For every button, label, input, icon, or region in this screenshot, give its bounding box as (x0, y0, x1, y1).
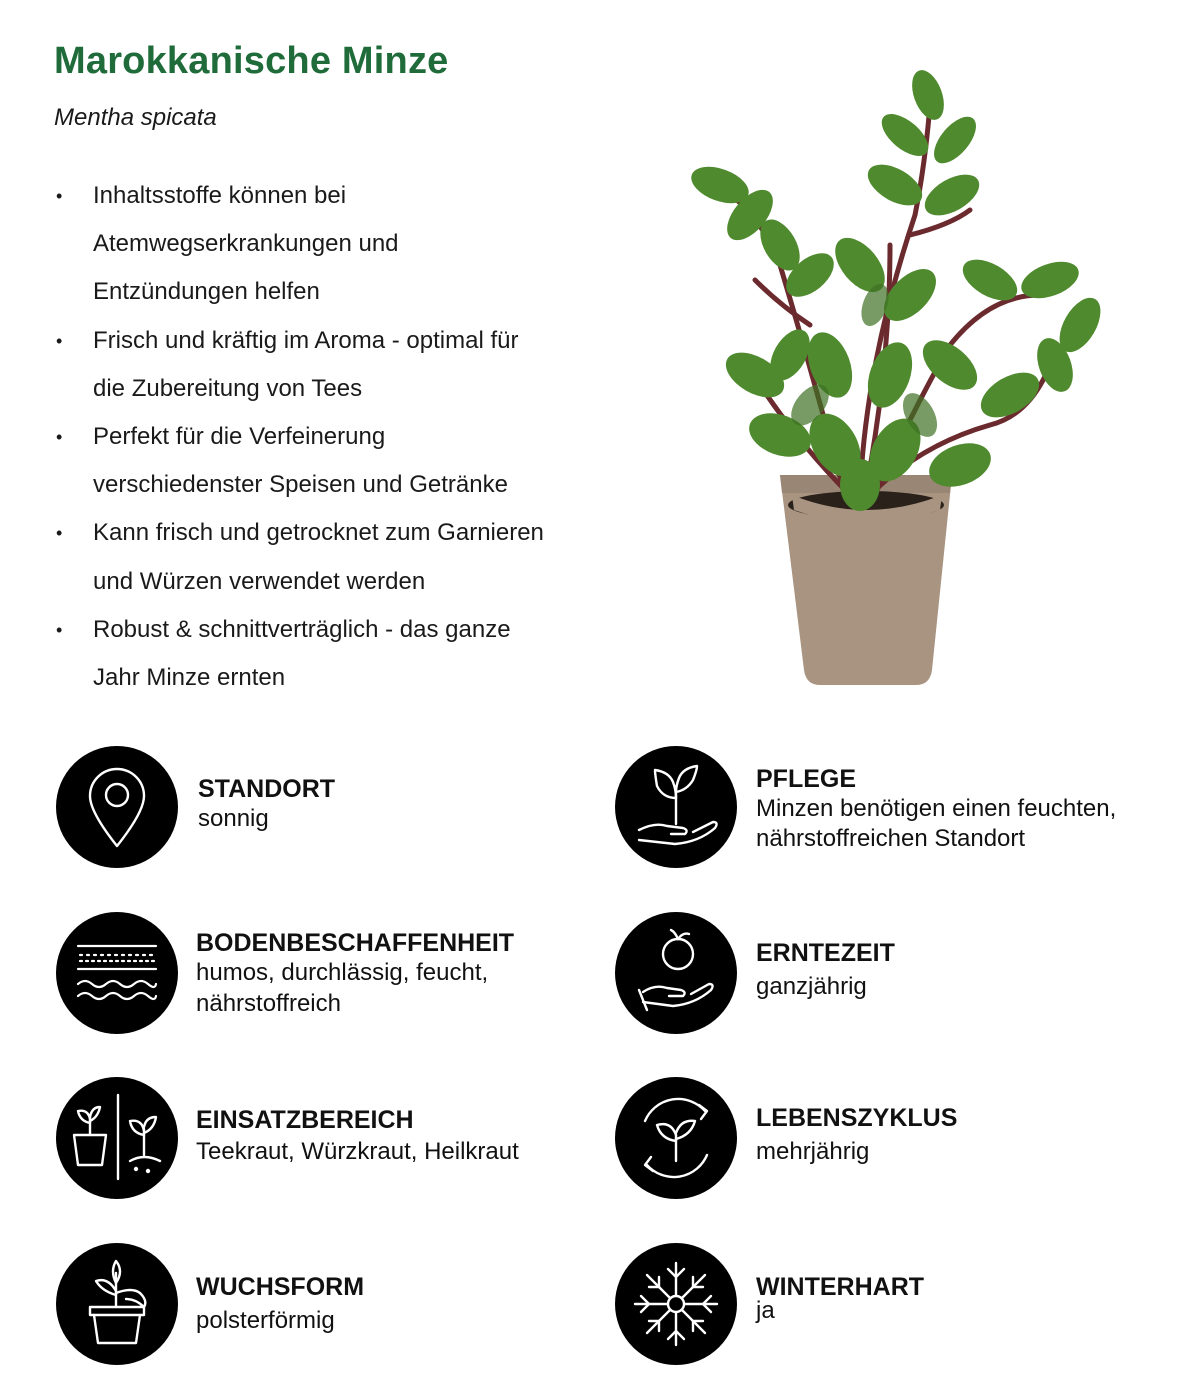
feature-text: ganzjährig (756, 973, 867, 1000)
feature-pflege (615, 746, 1175, 868)
bullet-item: • Frisch und kräftig im Aroma - optimal für die Zubereitung von Tees (54, 317, 614, 413)
feature-erntezeit (615, 912, 1135, 1034)
feature-standort (56, 746, 576, 868)
harvest-hand-icon (615, 912, 737, 1034)
seedling-hand-icon (615, 746, 737, 868)
feature-text: Teekraut, Würzkraut, Heilkraut (196, 1138, 519, 1165)
feature-bullet-list (54, 172, 614, 702)
feature-text: mehrjährig (756, 1138, 870, 1165)
feature-lebenszyklus (615, 1077, 1135, 1199)
feature-title: BODENBESCHAFFENHEIT (196, 929, 515, 957)
feature-title: EINSATZBEREICH (196, 1106, 414, 1134)
feature-title: STANDORT (198, 775, 336, 803)
feature-title: LEBENSZYKLUS (756, 1104, 958, 1132)
bullet-dot: • (56, 330, 63, 351)
location-pin-icon (56, 746, 178, 868)
bullet-item: • Perfekt für die Verfeinerung verschiedenster Speisen und Getränke (54, 413, 614, 509)
bullet-item: • Inhaltsstoffe können bei Atemwegserkrankungen und Entzündungen helfen (54, 172, 614, 317)
feature-text: polsterförmig (196, 1307, 335, 1334)
bullet-item: • Kann frisch und getrocknet zum Garnieren und Würzen verwendet werden (54, 509, 614, 605)
feature-wuchsform (56, 1243, 576, 1365)
bullet-dot: • (56, 619, 63, 640)
product-title: Marokkanische Minze (54, 40, 449, 82)
feature-title: WINTERHART (756, 1273, 925, 1301)
snowflake-icon (615, 1243, 737, 1365)
feature-title: PFLEGE (756, 765, 857, 793)
bullet-dot: • (56, 427, 63, 448)
feature-bodenbeschaffenheit (56, 912, 576, 1034)
feature-title: ERNTEZEIT (756, 939, 895, 967)
feature-text: nährstoffreich (196, 990, 341, 1017)
feature-text: Minzen benötigen einen feuchten, (756, 795, 1117, 822)
soil-layers-icon (56, 912, 178, 1034)
bullet-item: • Robust & schnittverträglich - das ganze Jahr Minze ernten (54, 606, 614, 702)
leaf-cycle-icon (615, 1077, 737, 1199)
potted-plant-icon (56, 1243, 178, 1365)
mint-plant-image (660, 65, 1150, 695)
feature-winterhart (615, 1243, 1135, 1365)
feature-text: nährstoffreichen Standort (756, 825, 1026, 852)
bullet-dot: • (56, 186, 63, 206)
botanical-name: Mentha spicata (54, 104, 217, 131)
feature-title: WUCHSFORM (196, 1273, 365, 1301)
pot-and-sprout-icon (56, 1077, 178, 1199)
feature-text: humos, durchlässig, feucht, (196, 959, 489, 986)
bullet-dot: • (56, 523, 63, 544)
feature-text: sonnig (198, 805, 269, 832)
feature-text: ja (756, 1297, 775, 1324)
feature-einsatzbereich (56, 1077, 596, 1199)
